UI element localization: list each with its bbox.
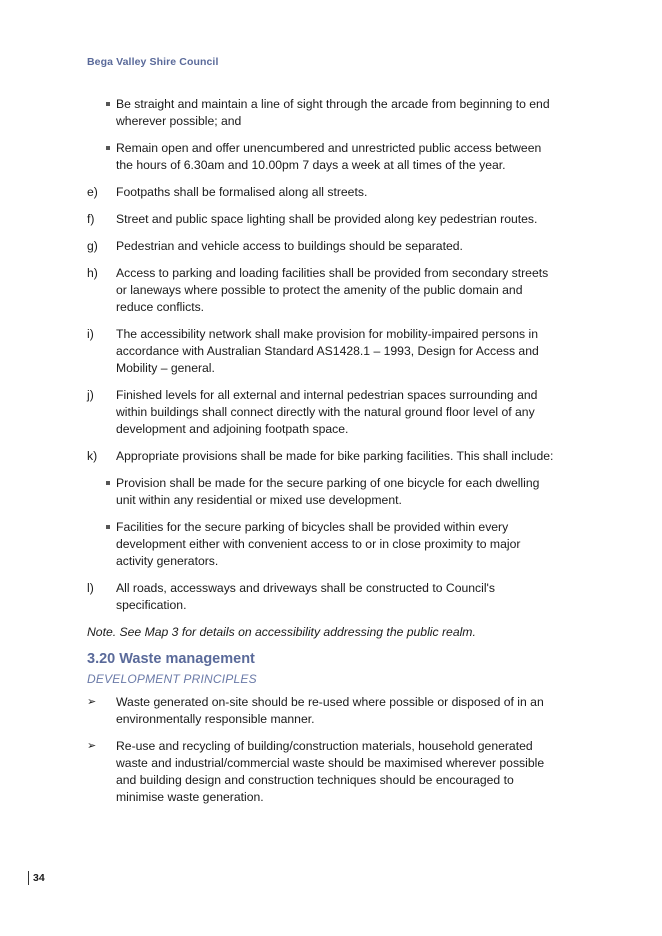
item-text: All roads, accessways and driveways shall be constructed to Council's specification. [116,581,495,612]
principle-text: Waste generated on-site should be re-used where possible or disposed of in an environmentally responsible manner. [116,695,544,726]
list-item-k [87,448,557,465]
principle-item [87,694,557,728]
arrow-bullet-icon: ➢ [87,696,97,708]
item-text: Street and public space lighting shall be provided along key pedestrian routes. [116,212,538,226]
bullet-text: Remain open and offer unencumbered and unrestricted public access between the hours of 6.30am and 10.00pm 7 days a week at all times of the year. [116,141,542,172]
item-text: Appropriate provisions shall be made for bike parking facilities. This shall include: [116,449,554,463]
map-note: Note. See Map 3 for details on accessibility addressing the public realm. [87,625,476,639]
item-label: l) [87,581,94,595]
bullet-text: Facilities for the secure parking of bicycles shall be provided within every development either with convenient access to or in close proximity to major activity generators. [116,520,521,568]
item-text: Finished levels for all external and internal pedestrian spaces surrounding and within buildings shall connect directly with the natural ground floor level of any development and adjoining footpath space. [116,388,538,436]
bullet-item [87,96,557,130]
list-item-l [87,580,557,614]
principle-item [87,738,557,806]
section-subtitle: DEVELOPMENT PRINCIPLES [87,672,257,686]
list-item-h [87,265,557,316]
bullet-item [87,519,557,570]
list-item-e [87,184,557,201]
document-header: Bega Valley Shire Council [87,56,219,68]
list-item-i [87,326,557,377]
item-label: j) [87,388,94,402]
page-content [87,96,557,816]
principle-text: Re-use and recycling of building/construction materials, household generated waste and industrial/commercial waste should be maximised wherever possible and building design and construction techniques should be encouraged to minimise waste generation. [116,739,545,804]
list-item-g [87,238,557,255]
page-number: 34 [28,871,45,885]
section-title: 3.20 Waste management [87,651,255,667]
item-text: Access to parking and loading facilities shall be provided from secondary streets or laneways where possible to protect the amenity of the public domain and reduce conflicts. [116,266,549,314]
bullet-text: Provision shall be made for the secure parking of one bicycle for each dwelling unit within any residential or mixed use development. [116,476,540,507]
item-text: Footpaths shall be formalised along all streets. [116,185,368,199]
square-bullet-icon [106,525,110,529]
square-bullet-icon [106,146,110,150]
item-text: The accessibility network shall make provision for mobility-impaired persons in accordance with Australian Standard AS1428.1 – 1993, Design for Access and Mobility – general. [116,327,539,375]
item-label: e) [87,185,98,199]
item-label: g) [87,239,98,253]
square-bullet-icon [106,102,110,106]
square-bullet-icon [106,481,110,485]
bullet-item [87,475,557,509]
item-label: i) [87,327,94,341]
list-item-f [87,211,557,228]
bullet-text: Be straight and maintain a line of sight through the arcade from beginning to end wherever possible; and [116,97,550,128]
item-label: f) [87,212,95,226]
arrow-bullet-icon: ➢ [87,740,97,752]
list-item-j [87,387,557,438]
item-label: h) [87,266,98,280]
item-text: Pedestrian and vehicle access to buildings should be separated. [116,239,463,253]
bullet-item [87,140,557,174]
item-label: k) [87,449,98,463]
